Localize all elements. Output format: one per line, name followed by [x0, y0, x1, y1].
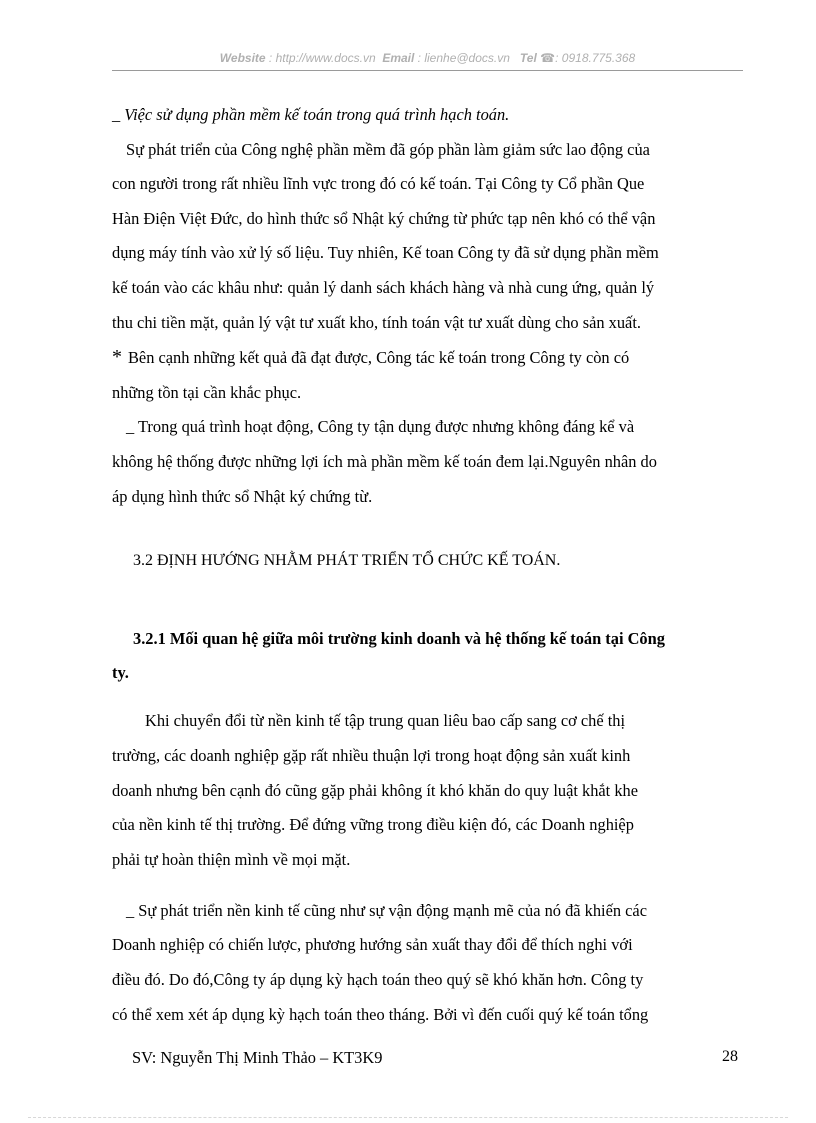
paragraph-software-usage	[112, 98, 743, 133]
text-line: _ Sự phát triển nền kinh tế cũng như sự vận động mạnh mẽ của nó đã khiến các	[126, 900, 647, 920]
body-section-1	[112, 98, 743, 514]
subsection-title	[112, 622, 743, 690]
text-line: của nền kinh tế thị trường. Để đứng vững trong điều kiện đó, các Doanh nghiệp	[112, 815, 634, 835]
website-label: Website	[219, 51, 266, 65]
email-value: : lienhe@docs.vn	[417, 51, 510, 65]
header-rule	[112, 70, 743, 71]
text-line: những tồn tại cần khắc phục.	[112, 382, 302, 402]
text-line: có thể xem xét áp dụng kỳ hạch toán theo tháng. Bởi vì đến cuối quý kế toán tổng	[112, 1004, 649, 1024]
text-line: Hàn Điện Việt Đức, do hình thức sổ Nhật ký chứng từ phức tạp nên khó có thể vận	[112, 208, 656, 228]
text-line: Khi chuyển đổi từ nền kinh tế tập trung quan liêu bao cấp sang cơ chế thị	[145, 711, 626, 731]
text-line: 3.2.1 Mối quan hệ giữa môi trường kinh doanh và hệ thống kế toán tại Công	[133, 629, 665, 648]
section-title: 3.2 ĐỊNH HƯỚNG NHẰM PHÁT TRIỂN TỔ CHỨC KẾ TOÁN.	[133, 552, 561, 569]
phone-icon: ☎	[540, 51, 556, 65]
text-line: kế toán vào các khâu như: quản lý danh sách khách hàng và nhà cung ứng, quản lý	[112, 277, 655, 297]
text-line: ty.	[112, 663, 129, 682]
page-bottom-border	[28, 1117, 788, 1118]
paragraph-operation	[112, 410, 743, 514]
page-number: 28	[722, 1048, 738, 1065]
text-line: Sự phát triển của Công nghệ phần mềm đã góp phần làm giảm sức lao động của	[126, 139, 650, 159]
page-header	[112, 51, 743, 65]
text-line: phải tự hoàn thiện mình về mọi mặt.	[112, 849, 351, 869]
tel-value: : 0918.775.368	[555, 51, 636, 65]
text-line: con người trong rất nhiều lĩnh vực trong đó có kế toán. Tại Công ty Cổ phần Que	[112, 174, 645, 194]
asterisk-bullet: *	[112, 346, 122, 369]
text-line: doanh nhưng bên cạnh đó cũng gặp phải không ít khó khăn do quy luật khắt khe	[112, 780, 638, 800]
paragraph-economic-development	[112, 894, 743, 1032]
body-section-2	[112, 688, 743, 1049]
text-line: _ Trong quá trình hoạt động, Công ty tận dụng được nhưng không đáng kể và	[126, 417, 635, 437]
text-line: không hệ thống được những lợi ích mà phần mềm kế toán đem lại.Nguyên nhân do	[112, 451, 657, 471]
text-line: Bên cạnh những kết quả đã đạt được, Công tác kế toán trong Công ty còn có	[128, 348, 630, 368]
text-line: _ Việc sử dụng phần mềm kế toán trong quá trình hạch toán.	[112, 105, 510, 124]
paragraph-software-development	[112, 133, 743, 341]
email-label: Email	[382, 51, 415, 65]
footer-student-name: SV: Nguyễn Thị Minh Thảo – KT3K9	[132, 1048, 383, 1067]
text-line: áp dụng hình thức sổ Nhật ký chứng từ.	[112, 486, 373, 506]
text-line: trường, các doanh nghiệp gặp rất nhiều thuận lợi trong hoạt động sản xuất kinh	[112, 745, 631, 765]
text-line: dụng máy tính vào xử lý số liệu. Tuy nhiên, Kế toan Công ty đã sử dụng phần mềm	[112, 243, 659, 263]
tel-label: Tel	[519, 51, 537, 65]
text-line: Doanh nghiệp có chiến lược, phương hướng sản xuất thay đổi để thích nghi với	[112, 935, 633, 955]
text-line: thu chi tiền mặt, quản lý vật tư xuất kho, tính toán vật tư xuất dùng cho sản xuất.	[112, 312, 641, 332]
website-value: : http://www.docs.vn	[268, 51, 376, 65]
paragraph-limitations	[112, 340, 743, 410]
text-line: điều đó. Do đó,Công ty áp dụng kỳ hạch toán theo quý sẽ khó khăn hơn. Công ty	[112, 969, 644, 989]
paragraph-market-transition	[112, 704, 743, 877]
